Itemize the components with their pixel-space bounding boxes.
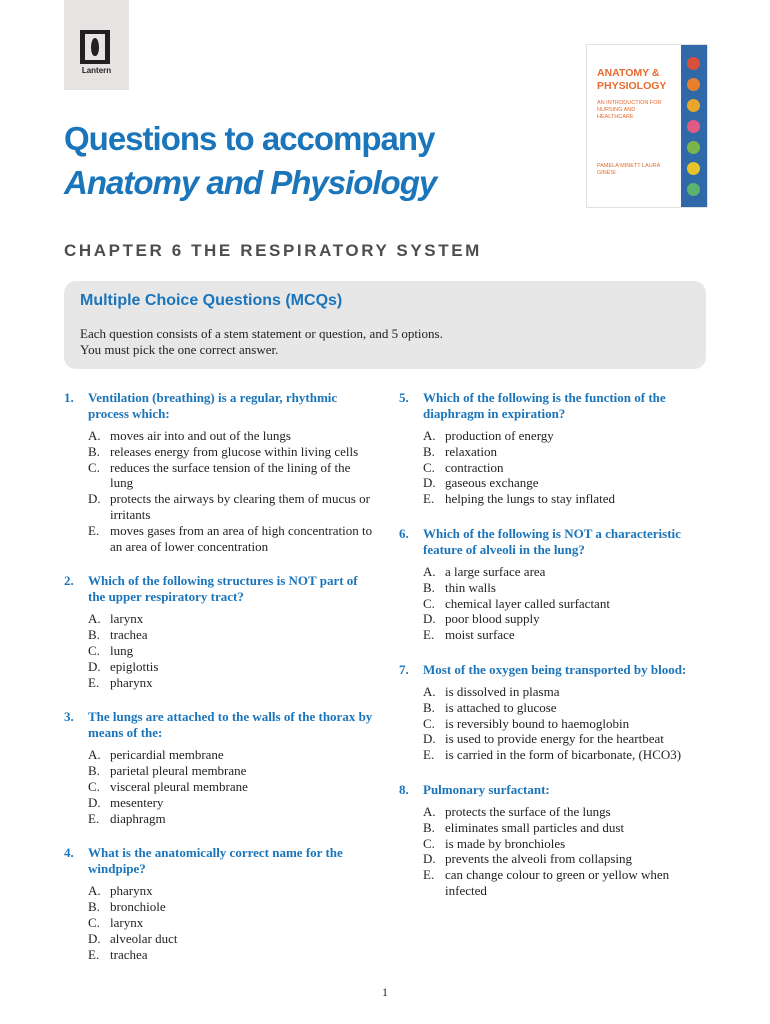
cover-circle-icon — [687, 99, 700, 112]
option-letter: D. — [423, 851, 436, 867]
questions-column-right — [399, 390, 709, 918]
question-stem: Pulmonary surfactant: — [423, 781, 550, 797]
answer-option — [399, 460, 709, 476]
option-text: moves gases from an area of high concentration to an area of lower concentration — [110, 522, 373, 554]
option-letter: D. — [88, 794, 101, 810]
question-5 — [399, 390, 709, 507]
option-letter: E. — [423, 747, 435, 763]
option-letter: D. — [423, 731, 436, 747]
option-letter: E. — [423, 491, 435, 507]
answer-option — [64, 931, 374, 947]
option-text: moves air into and out of the lungs — [110, 428, 291, 443]
cover-circle-icon — [687, 183, 700, 196]
answer-option — [399, 564, 709, 580]
question-number: 7. — [399, 661, 409, 677]
question-number: 2. — [64, 573, 74, 589]
option-text: moist surface — [445, 627, 515, 643]
option-letter: A. — [88, 611, 101, 627]
option-letter: B. — [423, 443, 435, 459]
option-text: larynx — [110, 914, 144, 930]
option-letter: E. — [423, 867, 435, 883]
option-letter: D. — [88, 658, 101, 674]
option-text: bronchiole — [110, 899, 166, 915]
cover-circle-icon — [687, 162, 700, 175]
question-number: 5. — [399, 390, 409, 405]
answer-option — [399, 836, 709, 852]
answer-option — [64, 763, 374, 779]
logo-text: Lantern — [81, 66, 112, 75]
option-letter: C. — [423, 835, 435, 851]
answer-option — [399, 428, 709, 444]
question-stem-row — [399, 526, 709, 558]
option-text: relaxation — [445, 443, 497, 459]
cover-circle-icon — [687, 78, 700, 91]
option-text: is used to provide energy for the heartbeat — [445, 731, 664, 747]
option-letter: C. — [88, 459, 100, 475]
answer-option — [64, 899, 374, 915]
question-stem: Ventilation (breathing) is a regular, rhythmic process which: — [88, 390, 338, 421]
option-text: is reversibly bound to haemoglobin — [445, 715, 630, 731]
answer-option — [399, 851, 709, 867]
answer-option — [64, 883, 374, 899]
question-stem-row — [64, 845, 374, 877]
cover-circle-icon — [687, 57, 700, 70]
answer-option — [399, 747, 709, 763]
question-stem: Most of the oxygen being transported by blood: — [423, 661, 687, 677]
option-letter: A. — [423, 803, 436, 819]
question-3 — [64, 709, 374, 826]
option-letter: B. — [423, 699, 435, 715]
option-text: poor blood supply — [445, 611, 540, 627]
question-stem: Which of the following structures is NOT part of the upper respiratory tract? — [88, 573, 358, 605]
answer-option — [399, 867, 709, 899]
option-text: visceral pleural membrane — [110, 778, 248, 794]
option-letter: D. — [423, 611, 436, 627]
question-8 — [399, 782, 709, 899]
option-letter: B. — [423, 579, 435, 595]
question-number: 8. — [399, 781, 409, 797]
answer-option — [64, 659, 374, 675]
option-text: alveolar duct — [110, 930, 178, 946]
answer-option — [64, 523, 374, 555]
option-text: prevents the alveoli from collapsing — [445, 851, 633, 867]
option-text: thin walls — [445, 579, 496, 595]
option-text: is carried in the form of bicarbonate, (HCO3) — [445, 747, 682, 763]
mcq-title: Multiple Choice Questions (MCQs) — [80, 292, 343, 309]
option-text: epiglottis — [110, 658, 159, 674]
question-6 — [399, 526, 709, 643]
question-stem: The lungs are attached to the walls of the thorax by means of the: — [88, 709, 373, 741]
answer-option — [64, 675, 374, 691]
option-letter: E. — [423, 627, 435, 643]
chapter-heading: CHAPTER 6 THE RESPIRATORY SYSTEM — [64, 241, 482, 260]
cover-circle-icon — [687, 120, 700, 133]
answer-option — [64, 491, 374, 523]
option-text: protects the airways by clearing them of mucus or irritants — [110, 491, 370, 522]
answer-option — [399, 611, 709, 627]
option-text: production of energy — [445, 428, 554, 443]
option-text: pharynx — [110, 883, 153, 899]
option-text: is made by bronchioles — [445, 835, 566, 851]
answer-option — [64, 627, 374, 643]
answer-option — [399, 700, 709, 716]
option-text: parietal pleural membrane — [110, 763, 247, 779]
option-letter: A. — [88, 883, 101, 899]
option-text: can change colour to green or yellow when infected — [445, 867, 670, 898]
option-letter: C. — [88, 642, 100, 658]
option-text: larynx — [110, 611, 144, 627]
option-letter: B. — [88, 443, 100, 459]
question-number: 1. — [64, 390, 74, 405]
option-text: a large surface area — [445, 563, 546, 579]
option-text: protects the surface of the lungs — [445, 803, 611, 819]
option-letter: D. — [88, 491, 101, 507]
answer-option — [64, 915, 374, 931]
answer-option — [399, 804, 709, 820]
option-text: releases energy from glucose within living cells — [110, 443, 359, 459]
option-letter: C. — [423, 459, 435, 475]
option-letter: C. — [423, 595, 435, 611]
answer-option — [64, 779, 374, 795]
option-text: pericardial membrane — [110, 747, 224, 763]
page-number: 1 — [382, 985, 388, 999]
answer-option — [64, 947, 374, 963]
question-stem-row — [399, 782, 709, 798]
answer-option — [64, 811, 374, 827]
option-text: diaphragm — [110, 810, 166, 826]
option-text: contraction — [445, 459, 504, 475]
answer-option — [64, 611, 374, 627]
cover-authors: PAMELA MINETT LAURA GINESI — [597, 163, 661, 176]
answer-option — [399, 820, 709, 836]
question-stem-row — [64, 709, 374, 741]
option-text: is dissolved in plasma — [445, 683, 560, 699]
answer-option — [64, 444, 374, 460]
option-letter: B. — [88, 763, 100, 779]
option-text: pharynx — [110, 674, 153, 690]
answer-option — [399, 731, 709, 747]
option-letter: E. — [88, 810, 100, 826]
book-cover — [587, 45, 707, 207]
cover-subtitle: AN INTRODUCTION FOR NURSING AND HEALTHCARE — [597, 100, 662, 120]
option-letter: D. — [423, 475, 436, 491]
option-text: mesentery — [110, 794, 164, 810]
option-text: gaseous exchange — [445, 475, 539, 491]
answer-option — [64, 428, 374, 444]
option-letter: A. — [423, 563, 436, 579]
mcq-instruction-line-1: Each question consists of a stem statement or question, and 5 options. — [80, 326, 443, 341]
question-number: 3. — [64, 709, 74, 725]
question-stem-row — [399, 390, 709, 422]
option-text: trachea — [110, 627, 148, 643]
option-letter: E. — [88, 674, 100, 690]
answer-option — [64, 460, 374, 492]
question-number: 6. — [399, 525, 409, 541]
option-letter: C. — [88, 778, 100, 794]
answer-option — [399, 475, 709, 491]
answer-option — [399, 627, 709, 643]
question-stem: Which of the following is NOT a characteristic feature of alveoli in the lung? — [423, 525, 681, 557]
option-letter: A. — [88, 747, 101, 763]
answer-option — [399, 491, 709, 507]
answer-option — [399, 684, 709, 700]
answer-option — [64, 795, 374, 811]
answer-option — [399, 596, 709, 612]
answer-option — [399, 444, 709, 460]
question-7 — [399, 662, 709, 763]
option-letter: B. — [88, 627, 100, 643]
option-letter: B. — [88, 899, 100, 915]
answer-option — [399, 580, 709, 596]
answer-option — [64, 747, 374, 763]
option-letter: D. — [88, 930, 101, 946]
option-letter: A. — [423, 428, 436, 443]
cover-title: ANATOMY & PHYSIOLOGY — [597, 67, 667, 92]
question-4 — [64, 845, 374, 962]
questions-column-left — [64, 390, 374, 981]
option-letter: C. — [88, 914, 100, 930]
cover-icon-strip — [681, 45, 707, 207]
question-2 — [64, 573, 374, 690]
option-letter: C. — [423, 715, 435, 731]
cover-circle-icon — [687, 141, 700, 154]
option-text: eliminates small particles and dust — [445, 819, 625, 835]
answer-option — [64, 643, 374, 659]
option-text: helping the lungs to stay inflated — [445, 491, 616, 507]
mcq-instruction-line-2: You must pick the one correct answer. — [80, 342, 279, 357]
page-title: Questions to accompany — [64, 120, 435, 157]
question-number: 4. — [64, 845, 74, 861]
question-stem: Which of the following is the function of the diaphragm in expiration? — [423, 390, 666, 421]
option-letter: B. — [423, 819, 435, 835]
option-text: reduces the surface tension of the lining of the lung — [110, 459, 351, 491]
option-text: is attached to glucose — [445, 699, 557, 715]
option-text: lung — [110, 642, 134, 658]
question-stem-row — [399, 662, 709, 678]
page-title-book: Anatomy and Physiology — [64, 164, 437, 201]
question-stem-row — [64, 573, 374, 605]
lantern-logo-icon — [80, 30, 110, 64]
option-letter: E. — [88, 522, 100, 538]
option-text: trachea — [110, 946, 148, 962]
mcq-info-box — [64, 281, 706, 369]
option-letter: A. — [423, 683, 436, 699]
answer-option — [399, 716, 709, 732]
question-1 — [64, 390, 374, 554]
option-letter: A. — [88, 428, 101, 443]
mcq-instructions — [80, 326, 680, 358]
question-stem-row — [64, 390, 374, 422]
question-stem: What is the anatomically correct name for the windpipe? — [88, 845, 343, 877]
option-text: chemical layer called surfactant — [445, 595, 610, 611]
option-letter: E. — [88, 946, 100, 962]
